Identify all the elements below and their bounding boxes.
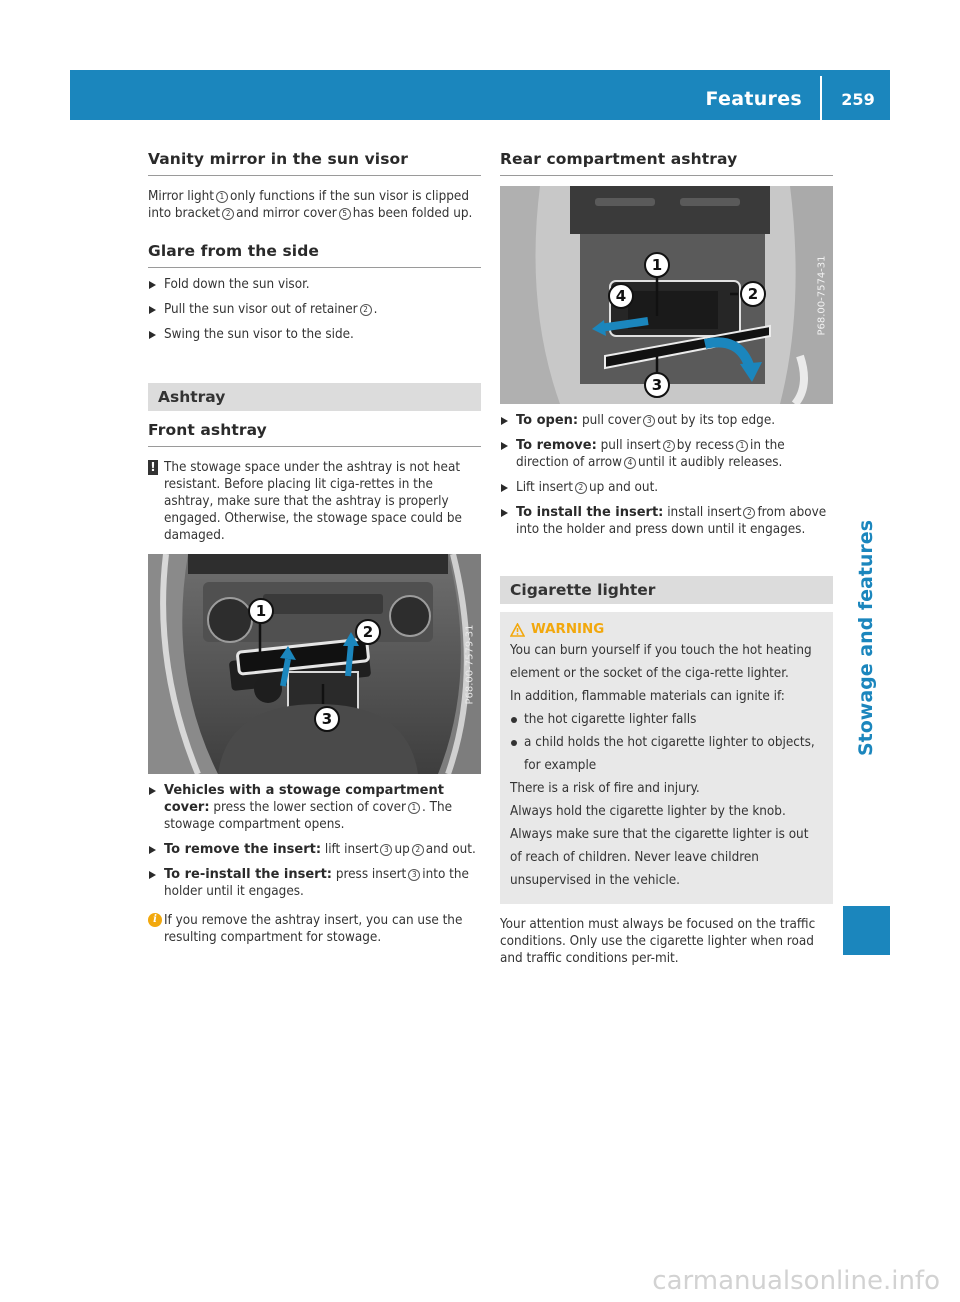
callout-marker: 2: [740, 281, 766, 307]
side-tab: [842, 378, 890, 898]
photo-code: P68.00-7574-31: [816, 254, 828, 336]
footer-watermark: carmanualsonline.info: [652, 1266, 940, 1296]
step-item: [500, 412, 833, 429]
callout-number: 4: [624, 457, 636, 469]
step-item: [500, 479, 833, 496]
callout-number: 2: [743, 507, 755, 519]
callout-number: 1: [736, 440, 748, 452]
photo-code: P68.00-7579-31: [464, 623, 476, 705]
chapter-title: Features: [705, 88, 802, 110]
callout-number: 3: [408, 869, 420, 881]
warning-text: In addition, flammable materials can ignite if:: [510, 689, 785, 704]
callout-marker: 1: [644, 252, 670, 278]
step-text: Swing the sun visor to the side.: [164, 327, 354, 342]
triangle-right-icon: [501, 509, 508, 517]
step-label: To remove the insert:: [164, 842, 322, 857]
section-heading-glare: Glare from the side: [148, 242, 481, 268]
step-label: To install the insert:: [516, 505, 664, 520]
bullet-item: a child holds the hot cigarette lighter to objects, for example: [510, 731, 823, 777]
step-text: lift insert: [324, 842, 379, 857]
step-text: press the lower section of cover: [213, 800, 406, 815]
warning-title: [510, 622, 823, 637]
photo-code-wrapper: [814, 192, 830, 398]
step-text: Fold down the sun visor.: [164, 277, 310, 292]
triangle-right-icon: [149, 787, 156, 795]
section-heading-front-ashtray: Front ashtray: [148, 421, 481, 447]
step-item: [148, 782, 481, 833]
triangle-right-icon: [149, 306, 156, 314]
note-text: The stowage space under the ashtray is not heat resistant. Before placing lit ciga-rettes in the ashtray, make sure that the ashtray is properly engaged. Otherwise, the stowage space could be damaged.: [164, 460, 462, 543]
step-text: Lift insert: [516, 480, 573, 495]
lighter-paragraph: Your attention must always be focused on the traffic conditions. Only use the cigarette lighter when road and traffic conditions per-mit.: [500, 917, 816, 966]
info-note: [148, 912, 481, 946]
callout-marker: 3: [314, 706, 340, 732]
warning-triangle-icon: [510, 623, 525, 637]
exclamation-icon: !: [148, 460, 158, 475]
step-text: press insert: [335, 867, 407, 882]
triangle-right-icon: [501, 417, 508, 425]
step-label: To open:: [516, 413, 579, 428]
section-heading-vanity: Vanity mirror in the sun visor: [148, 150, 481, 176]
step-item: [148, 276, 481, 293]
callout-number: 1: [408, 802, 420, 814]
bullet-item: the hot cigarette lighter falls: [510, 708, 823, 731]
triangle-right-icon: [149, 281, 156, 289]
text: has been folded up.: [352, 206, 473, 221]
triangle-right-icon: [149, 846, 156, 854]
step-text: into the holder until it engages.: [164, 867, 469, 899]
step-text: .: [373, 302, 378, 317]
section-heading-ashtray: Ashtray: [148, 383, 481, 411]
callout-number: 2: [663, 440, 675, 452]
step-text: up: [394, 842, 410, 857]
callout-number: 3: [380, 844, 392, 856]
callout-marker: 1: [248, 598, 274, 624]
callout-number: 1: [216, 191, 228, 203]
step-item: [500, 504, 833, 538]
text: and mirror cover: [236, 206, 337, 221]
warning-text: There is a risk of fire and injury.: [510, 781, 700, 796]
step-text: Pull the sun visor out of retainer: [164, 302, 358, 317]
step-item: [148, 301, 481, 318]
callout-number: 2: [575, 482, 587, 494]
callout-number: 2: [360, 304, 372, 316]
step-text: until it audibly releases.: [638, 455, 783, 470]
front-ashtray-illustration: [148, 554, 481, 774]
warning-text: You can burn yourself if you touch the hot heating element or the socket of the ciga-rette lighter.: [510, 643, 812, 681]
callout-marker: 3: [644, 372, 670, 398]
caution-note: [148, 459, 481, 544]
step-item: [148, 841, 481, 858]
callout-number: 2: [412, 844, 424, 856]
left-column: [148, 150, 481, 946]
step-text: up and out.: [588, 480, 659, 495]
step-text: and out.: [425, 842, 476, 857]
page-number: 259: [841, 90, 875, 109]
note-text: If you remove the ashtray insert, you can use the resulting compartment for stowage.: [164, 913, 463, 945]
section-heading-rear-ashtray: Rear compartment ashtray: [500, 150, 833, 176]
callout-number: 5: [339, 208, 351, 220]
info-circle-icon: i: [148, 913, 162, 927]
warning-text: Always hold the cigarette lighter by the knob. Always make sure that the cigarette lighter is out of reach of children. Never leave children unsupervised in the vehicle.: [510, 804, 809, 888]
front-ashtray-photo: [148, 554, 481, 774]
rear-ashtray-illustration: [500, 186, 833, 404]
triangle-right-icon: [149, 871, 156, 879]
section-heading-cigarette-lighter: Cigarette lighter: [500, 576, 833, 604]
photo-code-wrapper: [462, 560, 478, 768]
step-text: pull insert: [600, 438, 661, 453]
step-text: install insert: [667, 505, 742, 520]
side-tab-label: Stowage and features: [855, 519, 878, 757]
callout-marker: 4: [608, 283, 634, 309]
right-column: [500, 150, 833, 967]
text: Mirror light: [148, 189, 214, 204]
rear-ashtray-photo: [500, 186, 833, 404]
callout-marker: 2: [355, 619, 381, 645]
triangle-right-icon: [149, 331, 156, 339]
side-tab-marker: [843, 906, 890, 955]
triangle-right-icon: [501, 442, 508, 450]
step-text: from above into the holder and press down until it engages.: [516, 505, 827, 537]
callout-number: 3: [643, 415, 655, 427]
header-divider: [820, 76, 822, 120]
step-item: [148, 866, 481, 900]
step-text: . The stowage compartment opens.: [164, 800, 453, 832]
triangle-right-icon: [501, 484, 508, 492]
page-header: [70, 70, 890, 120]
step-text: pull cover: [581, 413, 642, 428]
warning-box: [500, 612, 833, 904]
step-item: [148, 326, 481, 343]
step-label: To re-install the insert:: [164, 867, 332, 882]
text: only functions if the sun visor is clipped into bracket: [148, 189, 469, 221]
callout-number: 2: [222, 208, 234, 220]
step-item: [500, 437, 833, 471]
step-text: by recess: [676, 438, 735, 453]
vanity-paragraph: [148, 188, 481, 222]
step-text: in the direction of arrow: [516, 438, 785, 470]
warning-label: WARNING: [531, 622, 605, 637]
step-text: out by its top edge.: [657, 413, 776, 428]
step-label: Vehicles with a stowage compartment cover:: [164, 783, 444, 815]
step-label: To remove:: [516, 438, 597, 453]
